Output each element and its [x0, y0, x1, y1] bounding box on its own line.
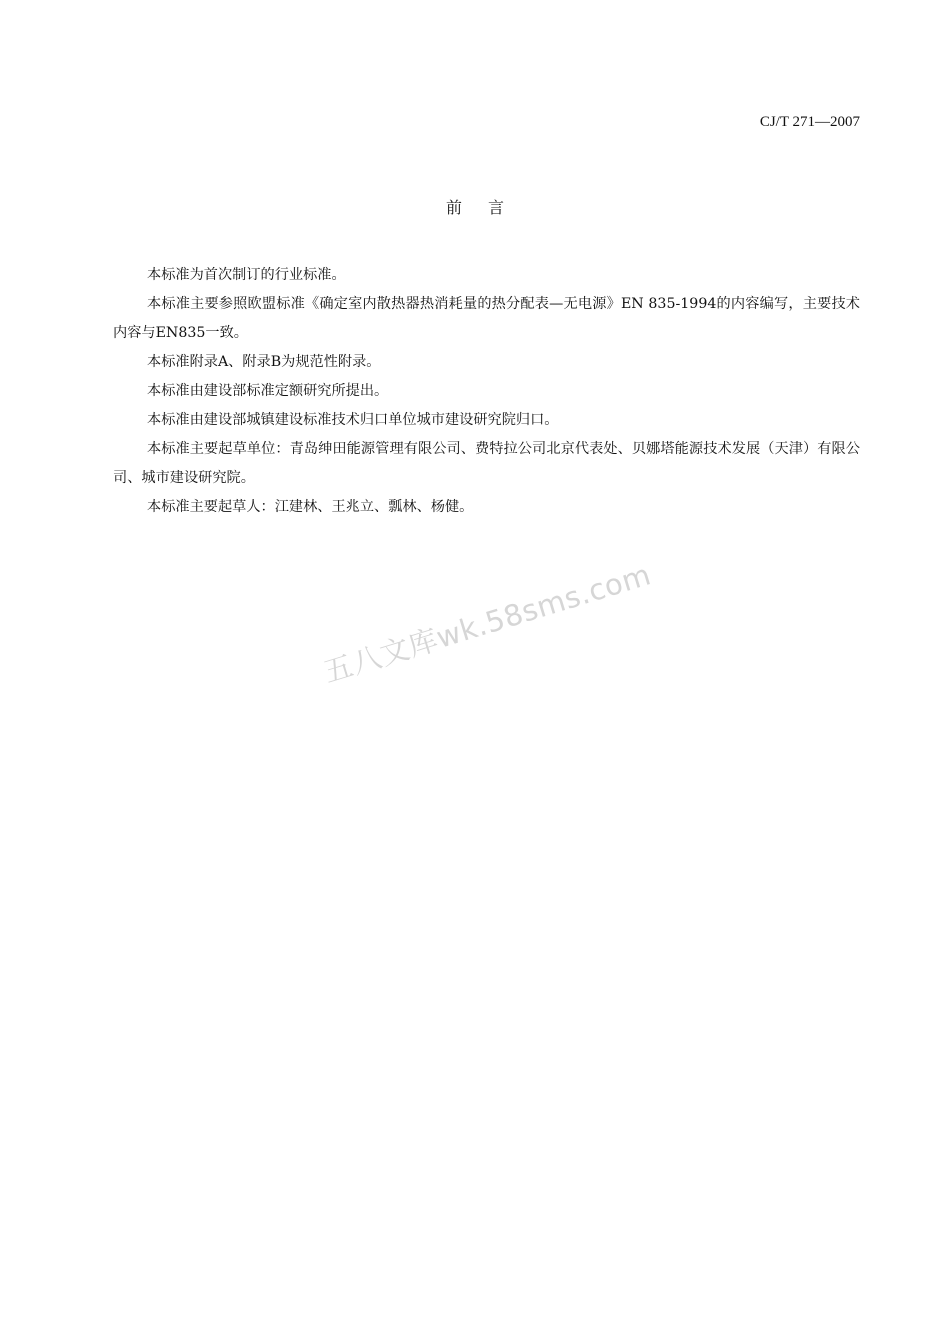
- page-title: 前言: [445, 198, 530, 217]
- paragraph-appendix: 本标准附录A、附录B为规范性附录。: [147, 354, 381, 370]
- paragraph-first-edition: 本标准为首次制订的行业标准。: [147, 267, 346, 283]
- paragraph-managed-by: 本标准由建设部城镇建设标准技术归口单位城市建设研究院归口。: [147, 412, 559, 428]
- standard-code-header: CJ/T 271—2007: [759, 114, 860, 130]
- watermark: 五八文库wk.58sms.com: [319, 557, 655, 690]
- paragraph-drafters: 本标准主要起草人：江建林、王兆立、瓢林、杨健。: [147, 499, 474, 515]
- paragraph-reference-standard: 本标准主要参照欧盟标准《确定室内散热器热消耗量的热分配表—无电源》EN 835-1994的内容编写，主要技术内容与EN835一致。: [113, 296, 860, 341]
- body-text: [113, 261, 860, 522]
- paragraph-proposed-by: 本标准由建设部标准定额研究所提出。: [147, 383, 389, 399]
- paragraph-drafting-units: 本标准主要起草单位：青岛绅田能源管理有限公司、费特拉公司北京代表处、贝娜塔能源技术发展（天津）有限公司、城市建设研究院。: [113, 441, 860, 486]
